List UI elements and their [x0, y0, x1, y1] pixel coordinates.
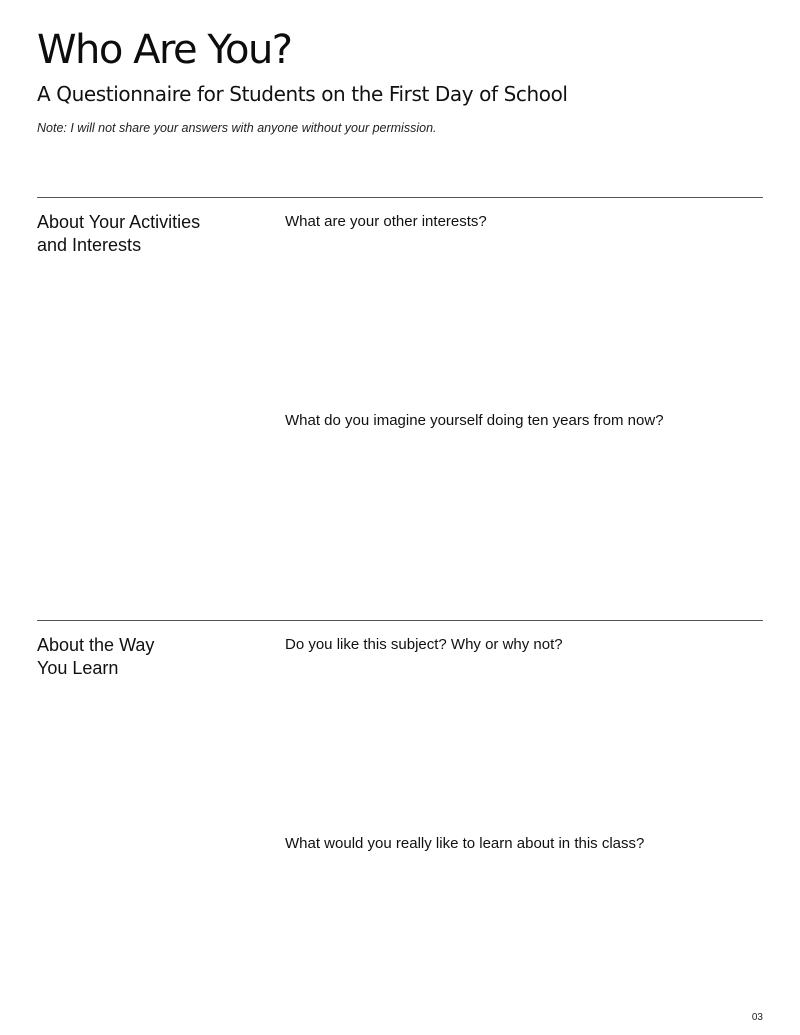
page-title: Who Are You? — [37, 27, 292, 73]
section-heading-line: About Your Activities — [37, 212, 201, 232]
section-divider-activities — [37, 197, 763, 198]
privacy-note: Note: I will not share your answers with anyone without your permission. — [37, 121, 437, 135]
question-learn-in-class: What would you really like to learn about in this class? — [285, 835, 645, 852]
question-ten-years: What do you imagine yourself doing ten years from now? — [285, 412, 664, 429]
section-heading-line: You Learn — [37, 657, 119, 678]
page-number: 03 — [751, 1012, 763, 1023]
section-heading-line: and Interests — [37, 234, 142, 255]
section-heading-learning — [37, 634, 257, 679]
question-other-interests: What are your other interests? — [285, 213, 487, 230]
question-like-subject: Do you like this subject? Why or why not? — [285, 636, 563, 653]
section-heading-line: About the Way — [37, 635, 155, 655]
section-divider-learning — [37, 620, 763, 621]
section-heading-activities — [37, 211, 257, 256]
page-subtitle: A Questionnaire for Students on the First Day of School — [37, 82, 568, 106]
